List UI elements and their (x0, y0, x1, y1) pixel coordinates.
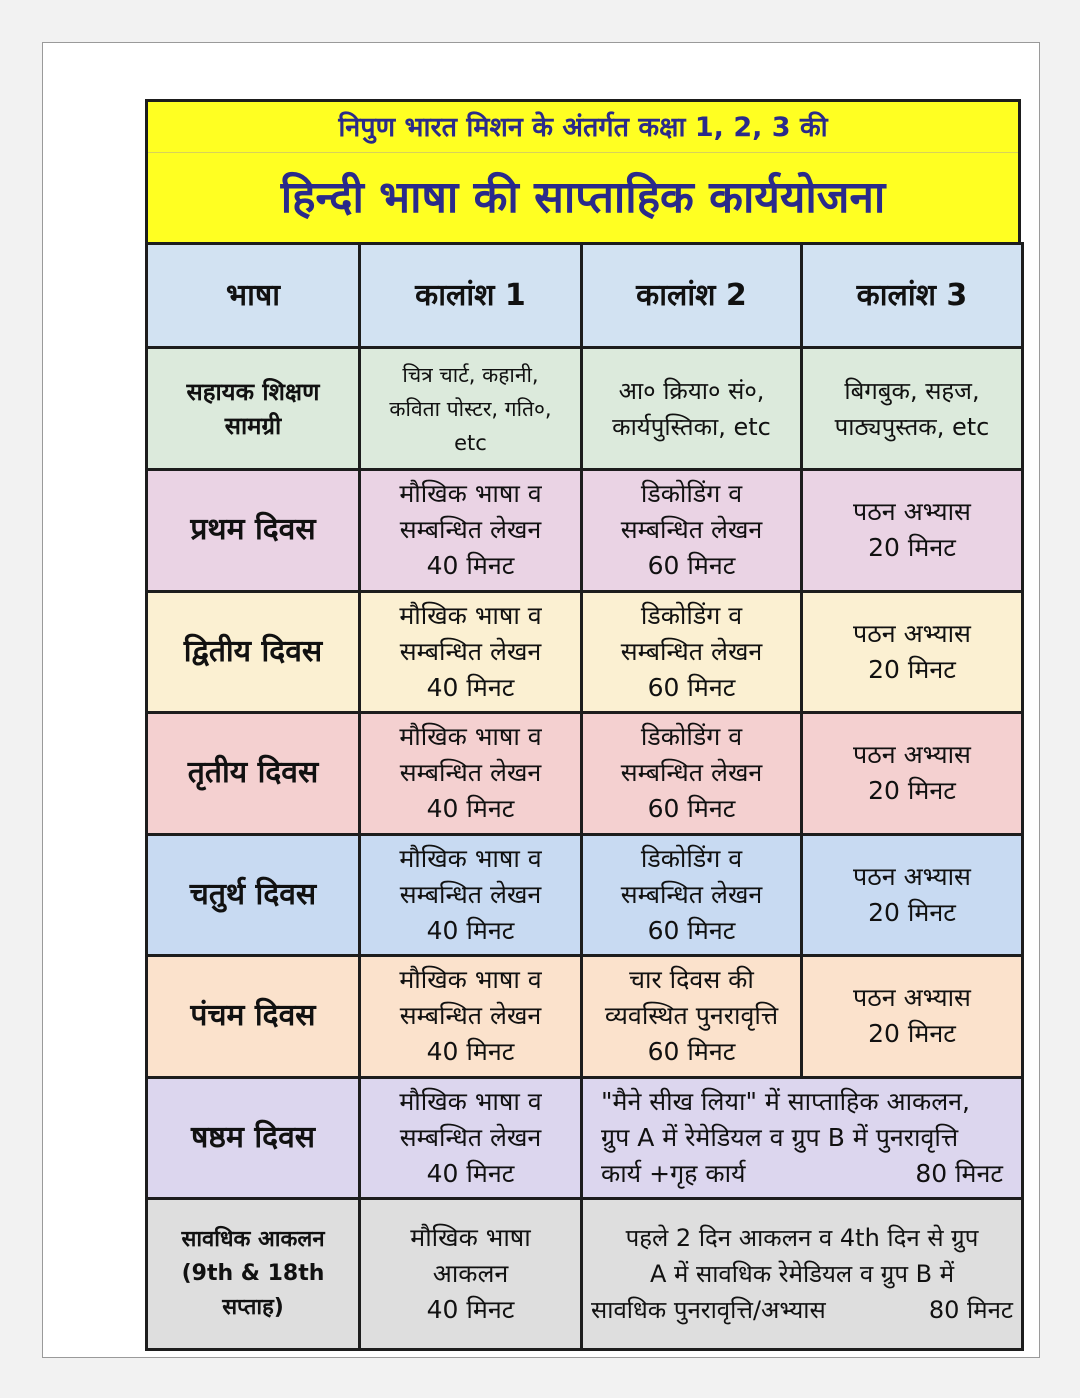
table-row (147, 956, 1023, 1078)
day-label: द्वितीय दिवस (147, 591, 360, 713)
title-divider (148, 152, 1018, 153)
schedule-table (145, 242, 1024, 1351)
day-label: षष्ठम दिवस (147, 1077, 360, 1199)
day-cell-period-2: डिकोडिंग व सम्बन्धित लेखन 60 मिनट (582, 591, 802, 713)
periodic-assessment-row (147, 1199, 1023, 1350)
materials-label: सहायक शिक्षण सामग्री (147, 348, 360, 470)
column-header-period-3: कालांश 3 (802, 244, 1023, 348)
day-cell-period-2: डिकोडिंग व सम्बन्धित लेखन 60 मिनट (582, 470, 802, 592)
day-label: चतुर्थ दिवस (147, 834, 360, 956)
day-cell-period-2: डिकोडिंग व सम्बन्धित लेखन 60 मिनट (582, 834, 802, 956)
subtitle: निपुण भारत मिशन के अंतर्गत कक्षा 1, 2, 3 की (338, 112, 828, 143)
table-row (147, 834, 1023, 956)
column-header-period-1: कालांश 1 (360, 244, 582, 348)
header-row (147, 244, 1023, 348)
materials-period-1: चित्र चार्ट, कहानी, कविता पोस्टर, गति०, etc (360, 348, 582, 470)
page-title: हिन्दी भाषा की साप्ताहिक कार्ययोजना (280, 172, 886, 223)
weekly-plan-chart (145, 99, 1021, 1351)
periodic-assessment-label: सावधिक आकलन (9th & 18th सप्ताह) (147, 1199, 360, 1350)
periodic-assessment-detail: पहले 2 दिन आकलन व 4th दिन से ग्रुप A में सावधिक रेमेडियल व ग्रुप B में सावधिक पुनरावृत्ति/अभ्यास 80 मिनट (582, 1199, 1023, 1350)
title-banner (145, 99, 1021, 242)
table-row (147, 1077, 1023, 1199)
table-row (147, 470, 1023, 592)
document-page (42, 42, 1040, 1358)
materials-period-3: बिगबुक, सहज, पाठ्यपुस्तक, etc (802, 348, 1023, 470)
periodic-assessment-last-line: सावधिक पुनरावृत्ति/अभ्यास 80 मिनट (591, 1296, 1013, 1325)
materials-period-2: आ० क्रिया० सं०, कार्यपुस्तिका, etc (582, 348, 802, 470)
day-cell-period-1: मौखिक भाषा व सम्बन्धित लेखन 40 मिनट (360, 470, 582, 592)
day-cell-period-1: मौखिक भाषा व सम्बन्धित लेखन 40 मिनट (360, 591, 582, 713)
weekly-assessment-last-line: कार्य +गृह कार्य 80 मिनट (601, 1159, 1003, 1189)
day-label: पंचम दिवस (147, 956, 360, 1078)
day-cell-period-2: चार दिवस की व्यवस्थित पुनरावृत्ति 60 मिनट (582, 956, 802, 1078)
day-cell-period-2: डिकोडिंग व सम्बन्धित लेखन 60 मिनट (582, 713, 802, 835)
day-cell-period-3: पठन अभ्यास 20 मिनट (802, 834, 1023, 956)
day-label: प्रथम दिवस (147, 470, 360, 592)
day-cell-period-1: मौखिक भाषा व सम्बन्धित लेखन 40 मिनट (360, 1077, 582, 1199)
day-cell-period-1: मौखिक भाषा व सम्बन्धित लेखन 40 मिनट (360, 713, 582, 835)
column-header-language: भाषा (147, 244, 360, 348)
day-label: तृतीय दिवस (147, 713, 360, 835)
periodic-assessment-period-1: मौखिक भाषा आकलन 40 मिनट (360, 1199, 582, 1350)
column-header-period-2: कालांश 2 (582, 244, 802, 348)
day-cell-period-3: पठन अभ्यास 20 मिनट (802, 713, 1023, 835)
day-cell-period-3: पठन अभ्यास 20 मिनट (802, 470, 1023, 592)
day-cell-period-3: पठन अभ्यास 20 मिनट (802, 591, 1023, 713)
materials-row (147, 348, 1023, 470)
table-row (147, 713, 1023, 835)
day-cell-period-1: मौखिक भाषा व सम्बन्धित लेखन 40 मिनट (360, 956, 582, 1078)
weekly-assessment-cell: "मैने सीख लिया" में साप्ताहिक आकलन, ग्रुप A में रेमेडियल व ग्रुप B में पुनरावृत्ति कार्य +गृह कार्य 80 मिनट (582, 1077, 1023, 1199)
day-cell-period-1: मौखिक भाषा व सम्बन्धित लेखन 40 मिनट (360, 834, 582, 956)
day-cell-period-3: पठन अभ्यास 20 मिनट (802, 956, 1023, 1078)
table-row (147, 591, 1023, 713)
